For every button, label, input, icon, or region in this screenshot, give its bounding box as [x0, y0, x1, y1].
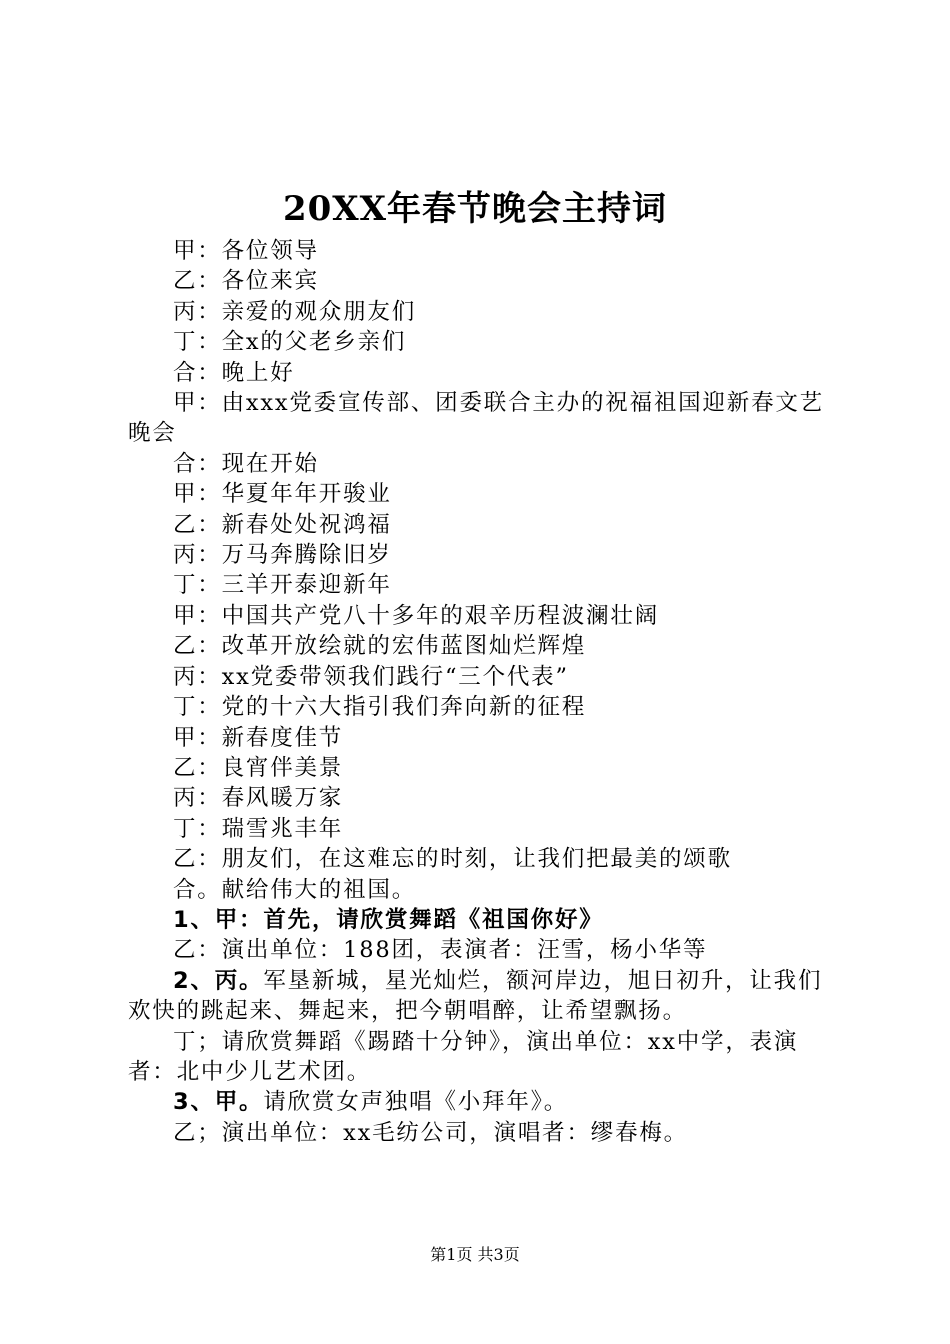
dialogue-line: 合：晚上好	[173, 359, 295, 386]
document-body	[128, 236, 833, 1148]
dialogue-line: 丁：三羊开泰迎新年	[173, 572, 392, 599]
dialogue-line: 甲：由xxx党委宣传部、团委联合主办的祝福祖国迎新春文艺晚会	[128, 390, 824, 447]
dialogue-line: 合：现在开始	[173, 450, 319, 477]
dialogue-line: 乙：新春处处祝鸿福	[173, 511, 392, 538]
dialogue-line: 乙：各位来宾	[173, 268, 319, 295]
dialogue-line: 丙：万马奔腾除旧岁	[173, 542, 392, 569]
program-item-1	[128, 905, 833, 935]
dialogue-line: 甲：华夏年年开骏业	[173, 481, 392, 508]
program-item-2-info: 丁；请欣赏舞蹈《踢踏十分钟》，演出单位：xx中学，表演者：北中少儿艺术团。	[128, 1028, 799, 1085]
dialogue-line: 合。献给伟大的祖国。	[173, 876, 417, 903]
dialogue-line: 丙：xx党委带领我们践行“三个代表”	[173, 663, 569, 690]
program-item-2-text: 军垦新城，星光灿烂，额河岸边，旭日初升，让我们欢快的跳起来、舞起来，把今朝唱醉，让希望飘扬。	[128, 967, 823, 1025]
program-item-2-lead: 2、丙。	[173, 967, 264, 994]
program-item-2	[128, 966, 833, 1027]
program-item-3-info: 乙；演出单位：xx毛纺公司，演唱者：缪春梅。	[173, 1119, 688, 1146]
dialogue-line: 乙：朋友们，在这难忘的时刻，让我们把最美的颂歌	[173, 846, 732, 873]
dialogue-line: 丁：全x的父老乡亲们	[173, 329, 407, 356]
dialogue-line: 乙：改革开放绘就的宏伟蓝图灿烂辉煌	[173, 633, 587, 660]
dialogue-line: 乙：良宵伴美景	[173, 754, 344, 781]
dialogue-line: 丁：瑞雪兆丰年	[173, 815, 344, 842]
program-item-3-text: 请欣赏女声独唱《小拜年》。	[263, 1089, 569, 1116]
dialogue-line: 甲：中国共产党八十多年的艰辛历程波澜壮阔	[173, 602, 660, 629]
program-item-1-info: 乙：演出单位：188团，表演者：汪雪，杨小华等	[173, 937, 708, 964]
dialogue-line: 丙：亲爱的观众朋友们	[173, 298, 417, 325]
program-item-3	[128, 1087, 833, 1117]
page-number-footer: 第1页 共3页	[430, 1245, 520, 1264]
dialogue-line: 丁：党的十六大指引我们奔向新的征程	[173, 694, 587, 721]
program-item-1-lead: 1、甲：首先，请欣赏舞蹈《祖国你好》	[173, 906, 604, 933]
dialogue-line: 甲：各位领导	[173, 238, 319, 264]
program-item-3-lead: 3、甲。	[173, 1089, 264, 1116]
document-title: 20XX年春节晚会主持词	[282, 189, 668, 229]
dialogue-line: 甲：新春度佳节	[173, 724, 344, 751]
dialogue-line: 丙：春风暖万家	[173, 785, 344, 812]
